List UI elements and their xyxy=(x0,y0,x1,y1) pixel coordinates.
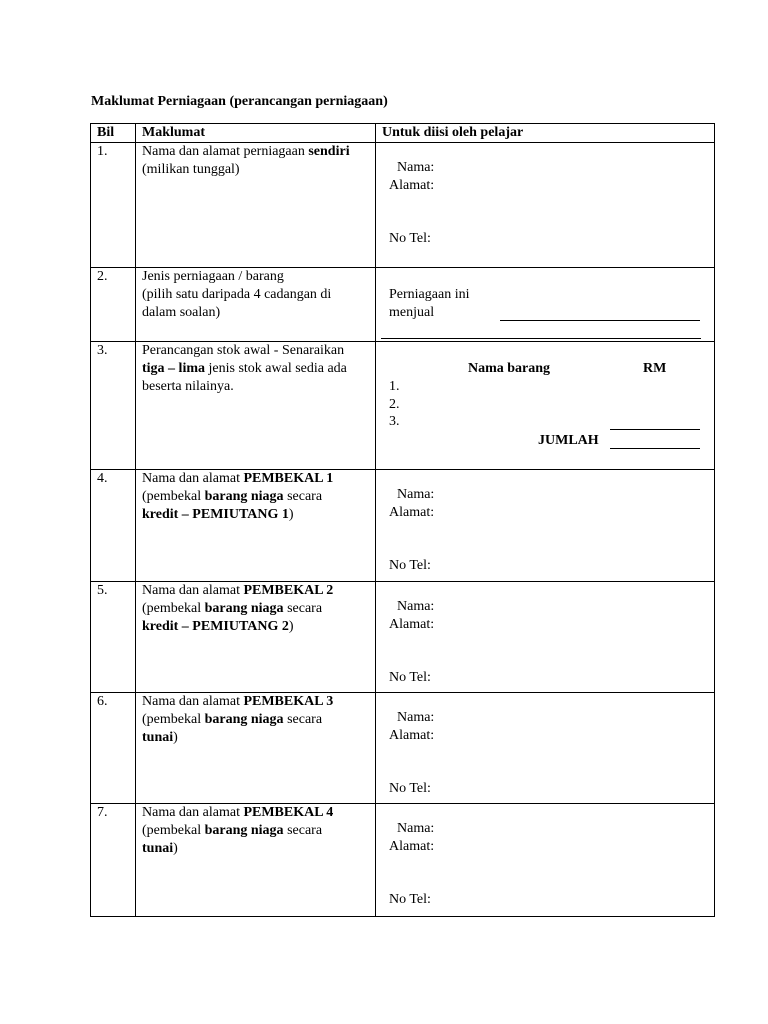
header-untuk-diisi: Untuk diisi oleh pelajar xyxy=(376,124,715,143)
row-number: 3. xyxy=(91,342,136,470)
item-number: 2. xyxy=(389,397,400,412)
row-text: (pembekal xyxy=(142,489,205,504)
table-row xyxy=(91,268,715,342)
row-text: secara xyxy=(283,823,323,838)
table-row xyxy=(91,470,715,582)
fill-text: Perniagaan ini xyxy=(389,287,470,302)
answer-cell[interactable] xyxy=(376,268,715,342)
nama-label: Nama: xyxy=(397,821,435,836)
nama-label: Nama: xyxy=(397,487,435,502)
tel-label: No Tel: xyxy=(389,558,431,573)
table-row xyxy=(91,582,715,693)
header-bil: Bil xyxy=(91,124,136,143)
table-row xyxy=(91,804,715,917)
row-text: dalam soalan) xyxy=(142,305,221,320)
table-row xyxy=(91,143,715,268)
answer-cell[interactable] xyxy=(376,693,715,804)
answer-blank-line[interactable] xyxy=(610,429,700,430)
row-text: (pilih satu daripada 4 cadangan di xyxy=(142,287,332,302)
alamat-label: Alamat: xyxy=(389,728,435,743)
row-text-bold: kredit – PEMIUTANG 2 xyxy=(142,619,289,634)
answer-cell[interactable] xyxy=(376,143,715,268)
tel-label: No Tel: xyxy=(389,670,431,685)
answer-cell[interactable] xyxy=(376,804,715,917)
tel-label: No Tel: xyxy=(389,781,431,796)
item-number: 1. xyxy=(389,379,400,394)
alamat-label: Alamat: xyxy=(389,617,435,632)
jumlah-label: JUMLAH xyxy=(538,433,599,448)
nama-label: Nama: xyxy=(397,710,435,725)
item-number: 3. xyxy=(389,414,400,429)
row-number: 1. xyxy=(91,143,136,268)
alamat-label: Alamat: xyxy=(389,178,435,193)
row-text-bold: PEMBEKAL 3 xyxy=(243,694,334,709)
row-text: ) xyxy=(288,507,294,522)
row-number: 6. xyxy=(91,693,136,804)
alamat-label: Alamat: xyxy=(389,839,435,854)
answer-cell[interactable] xyxy=(376,470,715,582)
row-text-bold: tiga – lima xyxy=(142,361,205,376)
row-number: 2. xyxy=(91,268,136,342)
row-text: Nama dan alamat xyxy=(142,694,244,709)
row-description xyxy=(136,143,376,268)
row-description xyxy=(136,342,376,470)
row-text: (pembekal xyxy=(142,712,205,727)
column-nama-barang: Nama barang xyxy=(468,361,551,376)
nama-label: Nama: xyxy=(397,160,435,175)
row-text: (pembekal xyxy=(142,601,205,616)
row-text: Nama dan alamat xyxy=(142,471,244,486)
answer-blank-line[interactable] xyxy=(500,320,700,321)
column-rm: RM xyxy=(643,361,667,376)
row-text-bold: PEMBEKAL 1 xyxy=(243,471,334,486)
table-row xyxy=(91,693,715,804)
answer-blank-line[interactable] xyxy=(610,448,700,449)
row-text-bold: tunai xyxy=(142,841,174,856)
row-number: 4. xyxy=(91,470,136,582)
row-text-bold: barang niaga xyxy=(204,601,284,616)
row-text: Nama dan alamat perniagaan xyxy=(142,144,309,159)
row-text-bold: barang niaga xyxy=(204,489,284,504)
row-description xyxy=(136,582,376,693)
row-text-bold: kredit – PEMIUTANG 1 xyxy=(142,507,289,522)
nama-label: Nama: xyxy=(397,599,435,614)
row-text: Nama dan alamat xyxy=(142,583,244,598)
row-text: ) xyxy=(288,619,294,634)
row-text: (milikan tunggal) xyxy=(142,162,240,177)
row-description xyxy=(136,470,376,582)
row-description xyxy=(136,804,376,917)
answer-cell[interactable] xyxy=(376,342,715,470)
row-number: 5. xyxy=(91,582,136,693)
header-maklumat: Maklumat xyxy=(136,124,376,143)
row-text: Perancangan stok awal - Senaraikan xyxy=(142,343,345,358)
tel-label: No Tel: xyxy=(389,892,431,907)
business-info-table xyxy=(90,123,715,917)
row-text: ) xyxy=(173,841,178,856)
answer-cell[interactable] xyxy=(376,582,715,693)
row-text-bold: PEMBEKAL 4 xyxy=(243,805,334,820)
document-title: Maklumat Perniagaan (perancangan perniagaan) xyxy=(91,94,388,109)
row-text-bold: barang niaga xyxy=(204,712,284,727)
row-text: secara xyxy=(283,489,323,504)
row-description xyxy=(136,693,376,804)
fill-text: menjual xyxy=(389,305,435,320)
row-text-bold: tunai xyxy=(142,730,174,745)
row-text: (pembekal xyxy=(142,823,205,838)
row-text: Nama dan alamat xyxy=(142,805,244,820)
row-text: beserta nilainya. xyxy=(142,379,234,394)
row-text-bold: barang niaga xyxy=(204,823,284,838)
row-number: 7. xyxy=(91,804,136,917)
row-text: secara xyxy=(283,712,323,727)
row-text: jenis stok awal sedia ada xyxy=(205,361,347,376)
row-text: secara xyxy=(283,601,323,616)
row-text: Jenis perniagaan / barang xyxy=(142,269,284,284)
row-description xyxy=(136,268,376,342)
table-header-row xyxy=(91,124,715,143)
row-text-bold: PEMBEKAL 2 xyxy=(243,583,334,598)
tel-label: No Tel: xyxy=(389,231,431,246)
answer-blank-line[interactable] xyxy=(381,338,701,339)
row-text: ) xyxy=(173,730,178,745)
alamat-label: Alamat: xyxy=(389,505,435,520)
table-row xyxy=(91,342,715,470)
row-text-bold: sendiri xyxy=(308,144,350,159)
